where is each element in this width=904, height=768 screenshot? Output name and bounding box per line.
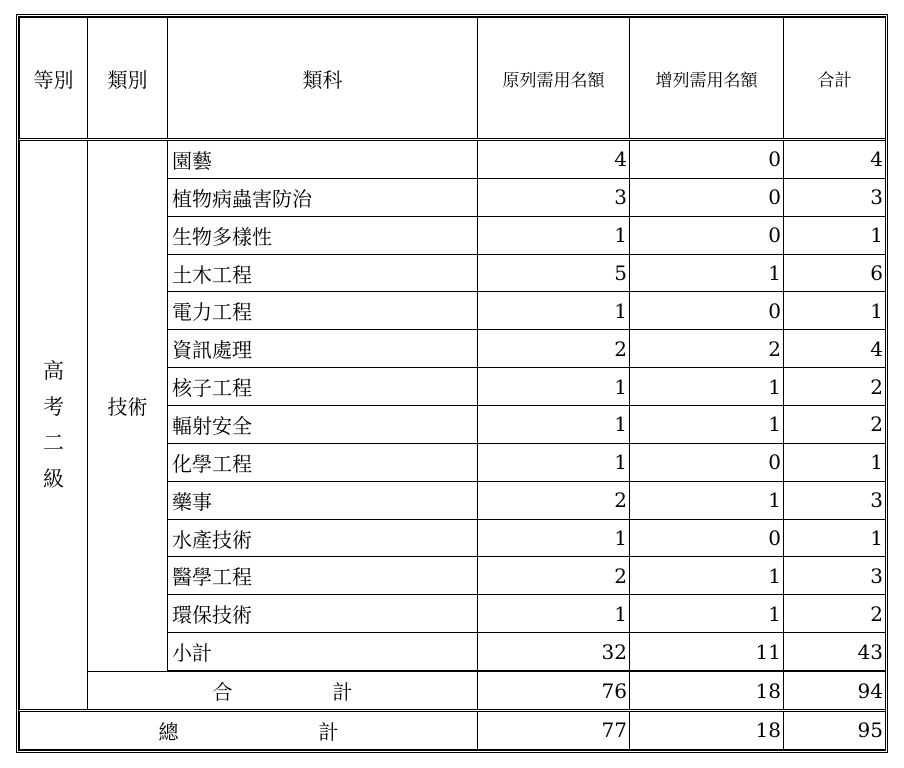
sum-label-a: 合 [212,680,233,704]
subject-name: 核子工程 [168,368,478,406]
sum-label [88,671,478,710]
added-count: 0 [630,178,784,216]
grand-total-added: 18 [630,710,784,749]
subtotal-label: 小計 [168,633,478,671]
added-count: 0 [630,292,784,330]
total-count: 1 [784,443,886,481]
subject-name: 植物病蟲害防治 [168,178,478,216]
sum-added: 18 [630,671,784,710]
sum-original: 76 [478,671,630,710]
subject-name: 化學工程 [168,443,478,481]
grand-total-label-b: 計 [318,719,339,744]
total-count: 6 [784,254,886,292]
added-count: 1 [630,481,784,519]
subtotal-added: 11 [630,633,784,671]
total-count: 1 [784,216,886,254]
original-count: 2 [478,330,630,368]
original-count: 2 [478,481,630,519]
total-count: 3 [784,178,886,216]
added-count: 1 [630,557,784,595]
grand-total-row [20,710,886,749]
original-count: 1 [478,519,630,557]
total-count: 2 [784,368,886,406]
table-row [20,140,886,179]
header-category: 類別 [88,18,168,140]
grade-char: 級 [43,466,64,491]
header-added: 增列需用名額 [630,18,784,140]
added-count: 1 [630,368,784,406]
original-count: 3 [478,178,630,216]
total-count: 3 [784,557,886,595]
added-count: 1 [630,406,784,444]
quota-table [19,17,886,750]
subject-name: 土木工程 [168,254,478,292]
total-count: 4 [784,330,886,368]
subject-name: 環保技術 [168,595,478,633]
original-count: 1 [478,443,630,481]
total-count: 1 [784,519,886,557]
grand-total-label [20,710,478,749]
subject-name: 輻射安全 [168,406,478,444]
grade-char: 二 [43,430,64,455]
original-count: 2 [478,557,630,595]
added-count: 0 [630,519,784,557]
original-count: 1 [478,216,630,254]
subject-name: 電力工程 [168,292,478,330]
original-count: 1 [478,406,630,444]
original-count: 1 [478,595,630,633]
subtotal-original: 32 [478,633,630,671]
quota-table-frame [16,14,888,753]
total-count: 2 [784,406,886,444]
grade-char: 考 [43,394,64,419]
grand-total-original: 77 [478,710,630,749]
grade-cell [20,140,88,711]
subject-name: 醫學工程 [168,557,478,595]
subject-name: 藥事 [168,481,478,519]
grand-total-label-a: 總 [158,719,179,744]
sum-row [20,671,886,710]
sum-total: 94 [784,671,886,710]
total-count: 2 [784,595,886,633]
category-cell: 技術 [88,140,168,672]
subject-name: 資訊處理 [168,330,478,368]
added-count: 0 [630,140,784,179]
original-count: 4 [478,140,630,179]
header-grade: 等別 [20,18,88,140]
header-total: 合計 [784,18,886,140]
subtotal-total: 43 [784,633,886,671]
subject-name: 園藝 [168,140,478,179]
original-count: 1 [478,368,630,406]
original-count: 5 [478,254,630,292]
added-count: 0 [630,443,784,481]
grand-total-total: 95 [784,710,886,749]
added-count: 1 [630,254,784,292]
added-count: 1 [630,595,784,633]
added-count: 0 [630,216,784,254]
header-subject: 類科 [168,18,478,140]
total-count: 3 [784,481,886,519]
sum-label-b: 計 [332,680,353,704]
header-original: 原列需用名額 [478,18,630,140]
header-row [20,18,886,140]
total-count: 1 [784,292,886,330]
subject-name: 水產技術 [168,519,478,557]
subject-name: 生物多樣性 [168,216,478,254]
added-count: 2 [630,330,784,368]
original-count: 1 [478,292,630,330]
total-count: 4 [784,140,886,179]
grade-char: 高 [43,358,64,383]
